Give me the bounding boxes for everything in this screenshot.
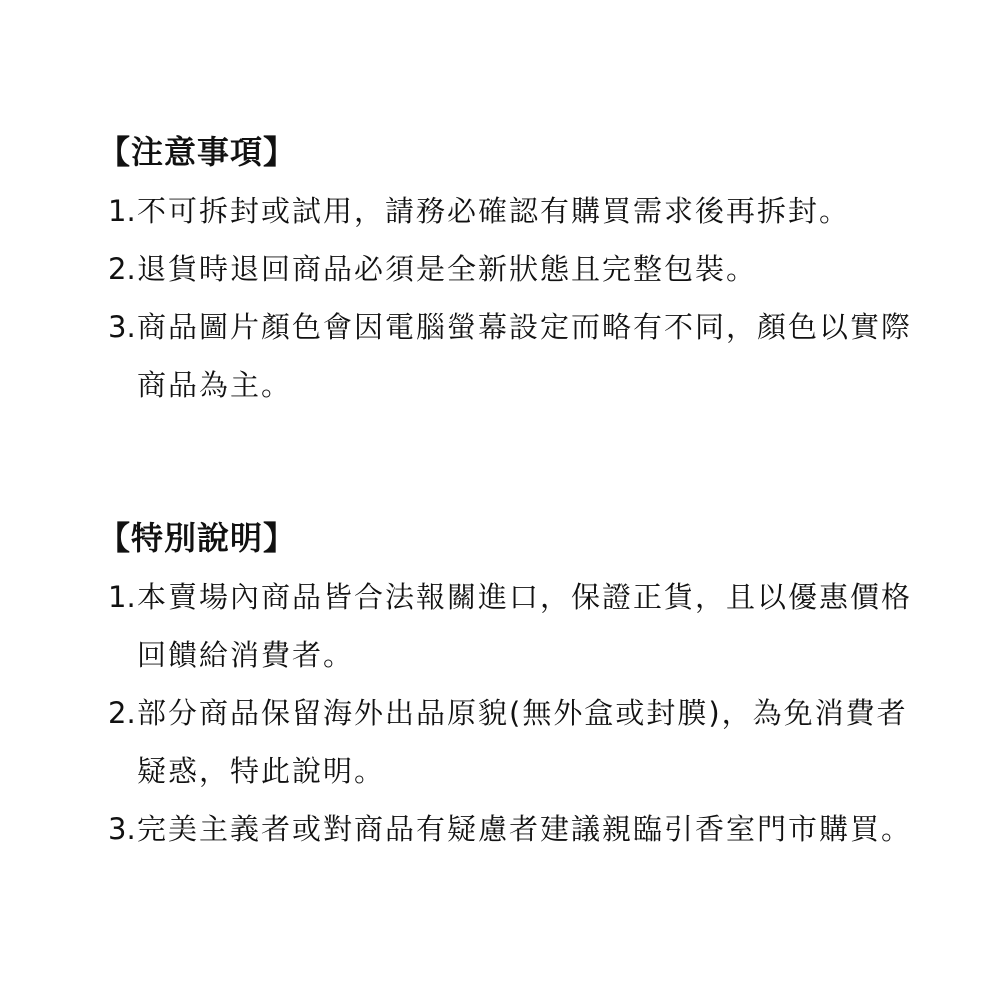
list-item-text: 本賣場內商品皆合法報關進口，保證正貨，且以優惠價格回饋給消費者。 <box>137 580 913 672</box>
notice-section-title: 【注意事項】 <box>98 133 297 171</box>
list-item-text: 不可拆封或試用，請務必確認有購買需求後再拆封。 <box>137 194 851 228</box>
special-section-title: 【特別說明】 <box>98 519 297 557</box>
list-item-text: 商品圖片顏色會因電腦螢幕設定而略有不同，顏色以實際商品為主。 <box>137 310 913 402</box>
list-item-number: 3. <box>108 310 136 344</box>
notice-item-3 <box>100 298 930 414</box>
special-item-3 <box>100 800 930 858</box>
special-section <box>100 514 930 858</box>
notice-list <box>100 182 930 414</box>
special-item-1 <box>100 568 930 684</box>
list-item-text: 完美主義者或對商品有疑慮者建議親臨引香室門市購買。 <box>137 812 913 846</box>
list-item-number: 2. <box>108 252 136 286</box>
list-item-number: 2. <box>108 696 136 730</box>
notice-item-1 <box>100 182 930 240</box>
list-item-number: 1. <box>108 580 136 614</box>
notice-item-2 <box>100 240 930 298</box>
list-item-number: 3. <box>108 812 136 846</box>
special-list <box>100 568 930 858</box>
notice-section <box>100 128 930 414</box>
list-item-text: 部分商品保留海外出品原貌(無外盒或封膜)，為免消費者疑惑，特此說明。 <box>137 696 908 788</box>
special-item-2 <box>100 684 930 800</box>
list-item-number: 1. <box>108 194 136 228</box>
list-item-text: 退貨時退回商品必須是全新狀態且完整包裝。 <box>137 252 758 286</box>
